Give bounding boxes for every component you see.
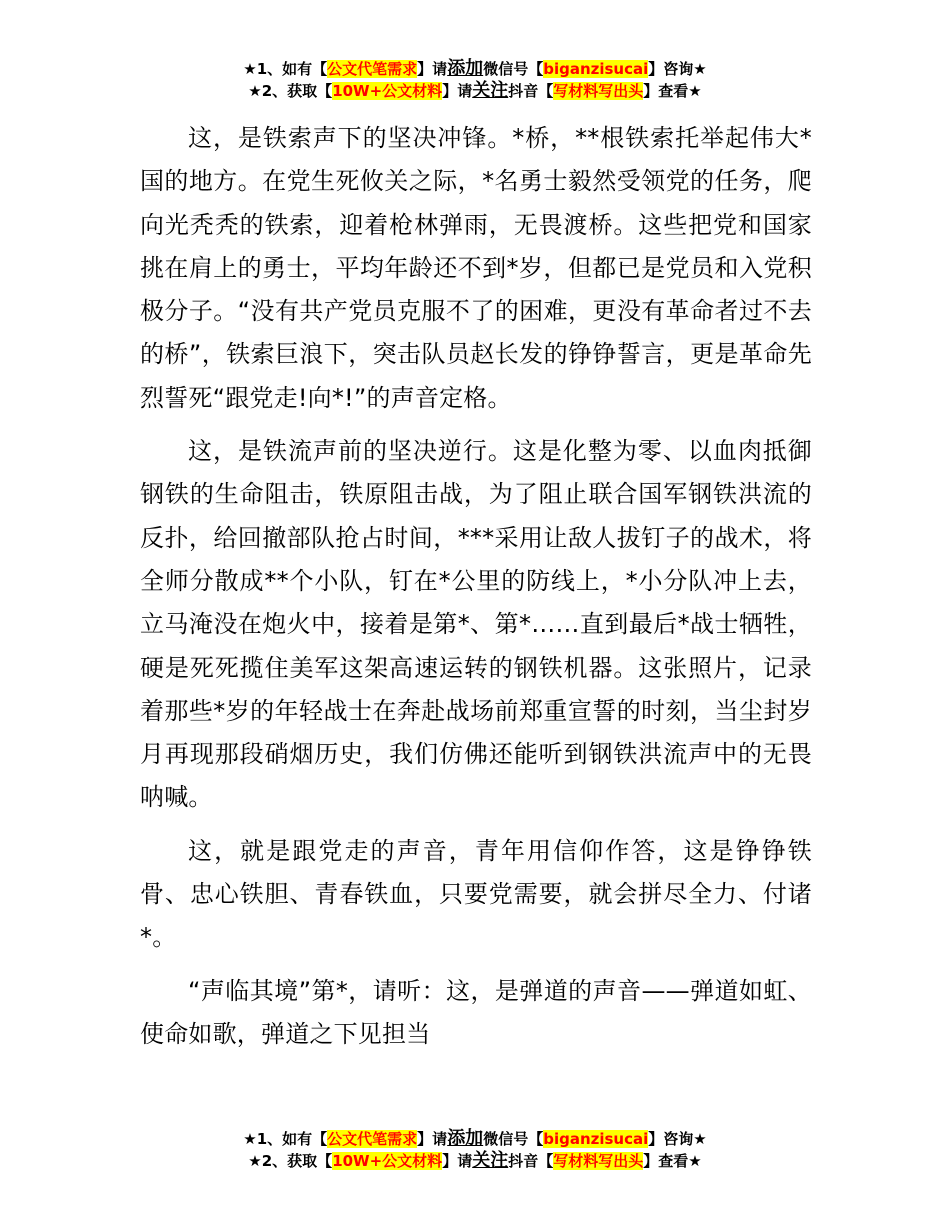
banner-text: 抖音【 [508,82,554,100]
banner-text: ★1、如有【 [243,1130,328,1148]
banner-line-1 [0,58,950,80]
highlight-wechat-id: biganzisucai [543,1130,649,1148]
highlight-wechat-id: biganzisucai [543,60,649,78]
banner-emphasis: 添加 [447,58,484,79]
banner-text: ★1、如有【 [243,60,328,78]
banner-text: 】查看★ [643,1152,702,1170]
footer-banner [0,1128,950,1172]
highlight-douyin-account: 写材料写出头 [553,1152,644,1170]
banner-line-2 [0,1150,950,1172]
paragraph: “声临其境”第*，请听：这，是弹道的声音——弹道如虹、使命如歌，弹道之下见担当 [140,976,812,1048]
banner-text: 】查看★ [643,82,702,100]
highlight-service: 公文代笔需求 [327,1130,418,1148]
highlight-service: 公文代笔需求 [327,60,418,78]
banner-text: 】请 [417,1130,448,1148]
banner-line-2 [0,80,950,102]
banner-text: 】咨询★ [648,1130,707,1148]
paragraph: 这，就是跟党走的声音，青年用信仰作答，这是铮铮铁骨、忠心铁胆、青春铁血，只要党需要，就会拼尽全力、付诸*。 [140,836,812,952]
banner-line-1 [0,1128,950,1150]
paragraph: 这，是铁索声下的坚决冲锋。*桥，**根铁索托举起伟大*国的地方。在党生死攸关之际，*名勇士毅然受领党的任务，爬向光秃秃的铁索，迎着枪林弹雨，无畏渡桥。这些把党和国家挑在肩上的勇士，平均年龄还不到*岁，但都已是党员和入党积极分子。“没有共产党员克服不了的困难，更没有革命者过不去的桥”，铁索巨浪下，突击队员赵长发的铮铮誓言，更是革命先烈誓死“跟党走!向*!”的声音定格。 [140,124,812,412]
banner-text: 微信号【 [483,60,544,78]
paragraph: 这，是铁流声前的坚决逆行。这是化整为零、以血肉抵御钢铁的生命阻击，铁原阻击战，为了阻止联合国军钢铁洪流的反扑，给回撤部队抢占时间，***采用让敌人拔钉子的战术，将全师分散成**个小队，钉在*公里的防线上，*小分队冲上去，立马淹没在炮火中，接着是第*、第*……直到最后*战士牺牲，硬是死死揽住美军这架高速运转的钢铁机器。这张照片，记录着那些*岁的年轻战士在奔赴战场前郑重宣誓的时刻，当尘封岁月再现那段硝烟历史，我们仿佛还能听到钢铁洪流声中的无畏呐喊。 [140,437,812,812]
banner-text: ★2、获取【 [248,82,333,100]
document-body [140,117,812,1066]
banner-text: 】请 [442,1152,473,1170]
banner-text: 】咨询★ [648,60,707,78]
banner-text: 抖音【 [508,1152,554,1170]
highlight-douyin-account: 写材料写出头 [553,82,644,100]
banner-text: 】请 [442,82,473,100]
banner-text: 】请 [417,60,448,78]
highlight-materials: 10W+公文材料 [332,82,443,100]
banner-text: ★2、获取【 [248,1152,333,1170]
header-banner [0,58,950,102]
highlight-materials: 10W+公文材料 [332,1152,443,1170]
banner-emphasis: 关注 [472,80,509,101]
banner-emphasis: 添加 [447,1128,484,1149]
banner-text: 微信号【 [483,1130,544,1148]
banner-emphasis: 关注 [472,1150,509,1171]
